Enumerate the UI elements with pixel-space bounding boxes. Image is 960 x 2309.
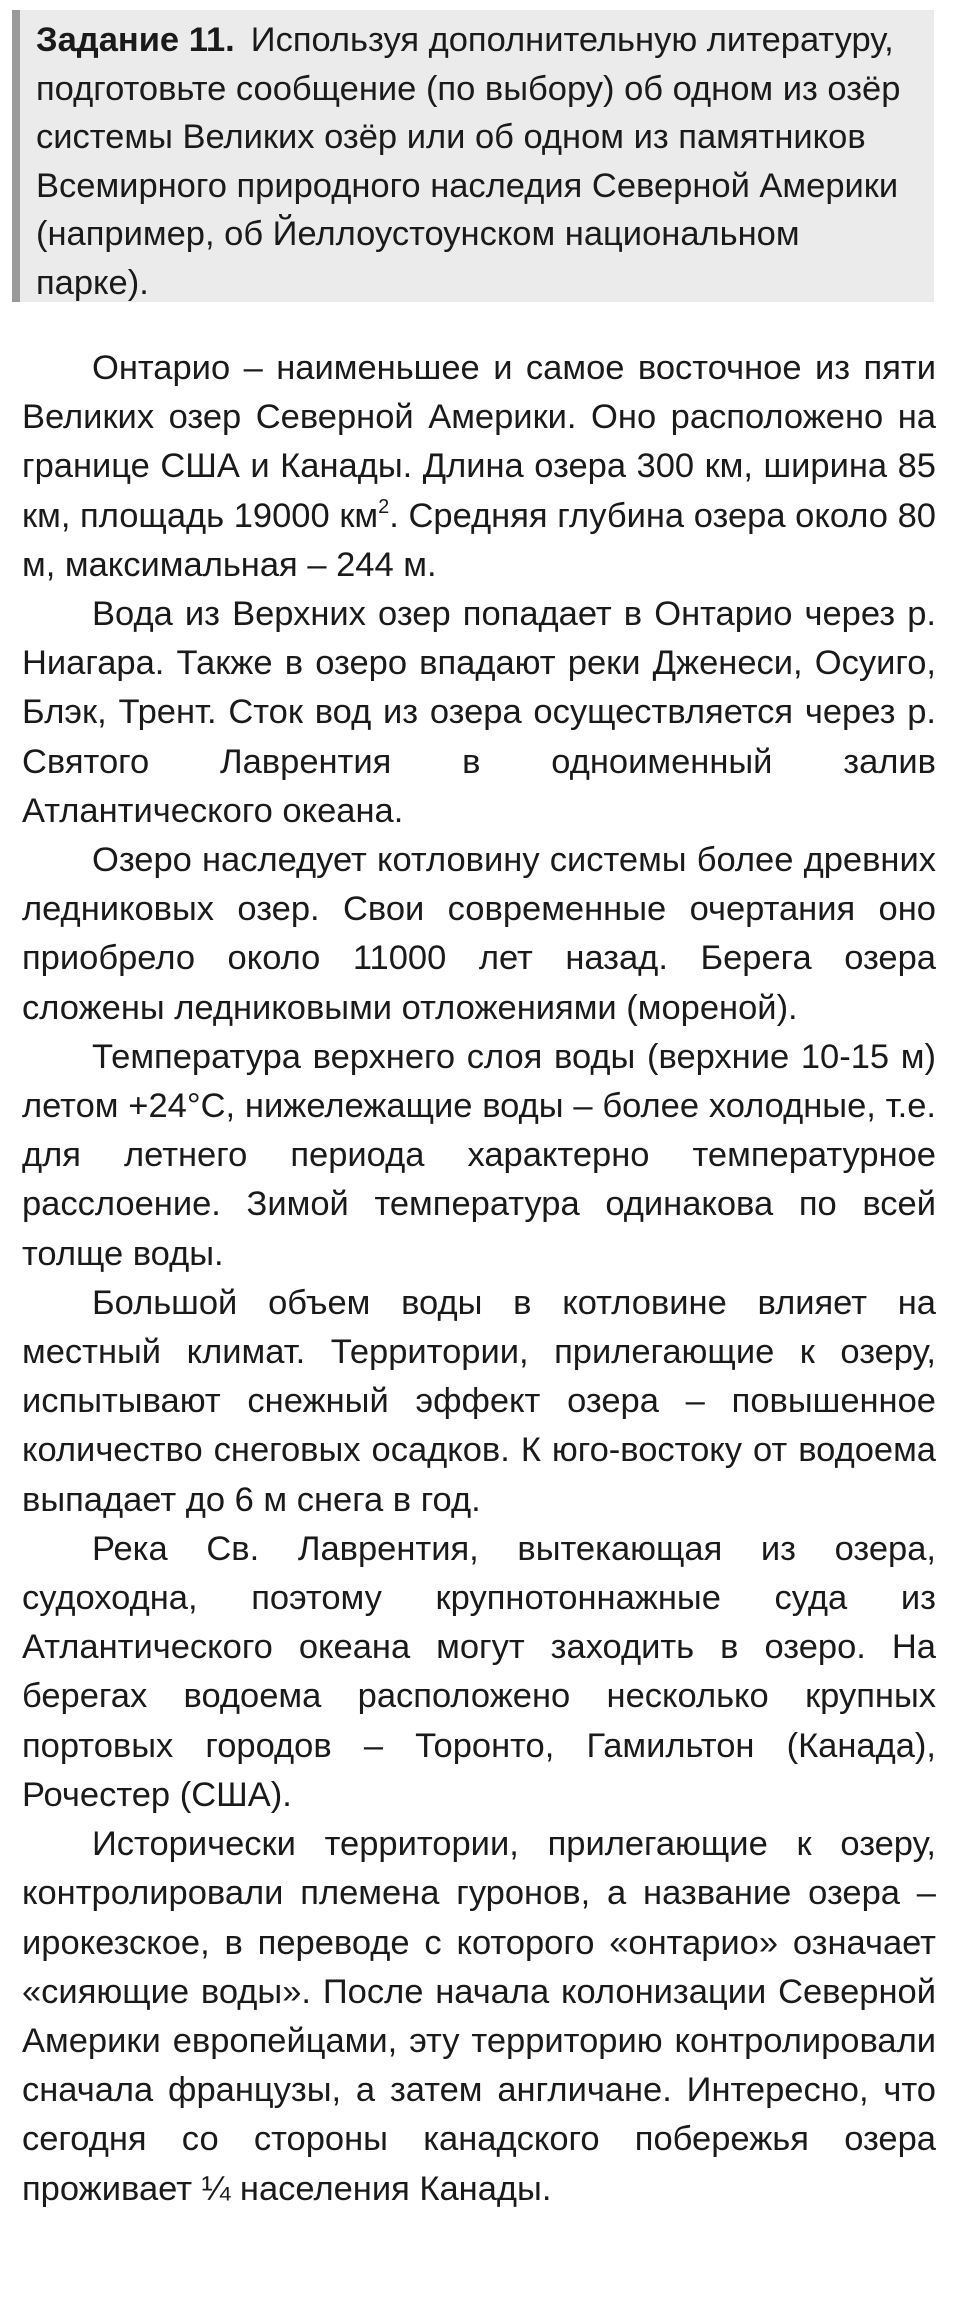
paragraph-intro — [22, 344, 936, 590]
area-unit-superscript: 2 — [378, 495, 390, 518]
paragraph-intro-text: Онтарио – наименьшее и самое восточное из пяти Великих озер Северной Америки. Оно расположено на границе США и Канады. Длина озера 300 км, ширина 85 км, площадь 19000 км — [22, 349, 936, 535]
paragraph-navigation: Река Св. Лаврентия, вытекающая из озера, судоходна, поэтому крупнотоннажные суда из Атлантического океана могут заходить в озеро. На берегах водоема расположено несколько крупных портовых городов – Торонто, Гамильтон (Канада), Рочестер (США). — [22, 1529, 936, 1814]
task-text: Используя дополнительную литературу, подготовьте сообщение (по выбору) об одном из озёр системы Великих озёр или об одном из памятников Всемирного природного наследия Северной Америки (например, об Йеллоустоунском национальном парке). — [36, 21, 901, 302]
paragraph-rivers: Вода из Верхних озер попадает в Онтарио через р. Ниагара. Также в озеро впадают реки Дженеси, Осуиго, Блэк, Трент. Сток вод из озера осуществляется через р. Святого Лаврентия в одноименный залив Атлантического океана. — [22, 595, 936, 830]
task-label: Задание 11. — [36, 21, 235, 59]
paragraph-history: Исторически территории, прилегающие к озеру, контролировали племена гуронов, а название озера – ирокезское, в переводе с которого «онтарио» означает «сияющие воды». После начала колонизации Северной Америки европейцами, эту территорию контролировали сначала французы, а затем англичане. Интересно, что сегодня со стороны канадского побережья озера проживает ¼ населения Канады. — [22, 1825, 936, 2208]
paragraph-temperature: Температура верхнего слоя воды (верхние 10-15 м) летом +24°С, нижележащие воды – более холодные, т.е. для летнего периода характерно температурное расслоение. Зимой температура одинакова по всей толще воды. — [22, 1037, 936, 1273]
paragraph-origin: Озеро наследует котловину системы более древних ледниковых озер. Свои современные очертания оно приобрело около 11000 лет назад. Берега озера сложены ледниковыми отложениями (мореной). — [22, 841, 936, 1027]
task-box — [12, 10, 934, 302]
paragraph-climate: Большой объем воды в котловине влияет на местный климат. Территории, прилегающие к озеру, испытывают снежный эффект озера – повышенное количество снеговых осадков. К юго-востоку от водоема выпадает до 6 м снега в год. — [22, 1283, 936, 1519]
paragraph-intro-end: . Средняя глубина озера около 80 м, максимальная – 244 м. — [22, 496, 936, 584]
article-body — [22, 344, 936, 2214]
